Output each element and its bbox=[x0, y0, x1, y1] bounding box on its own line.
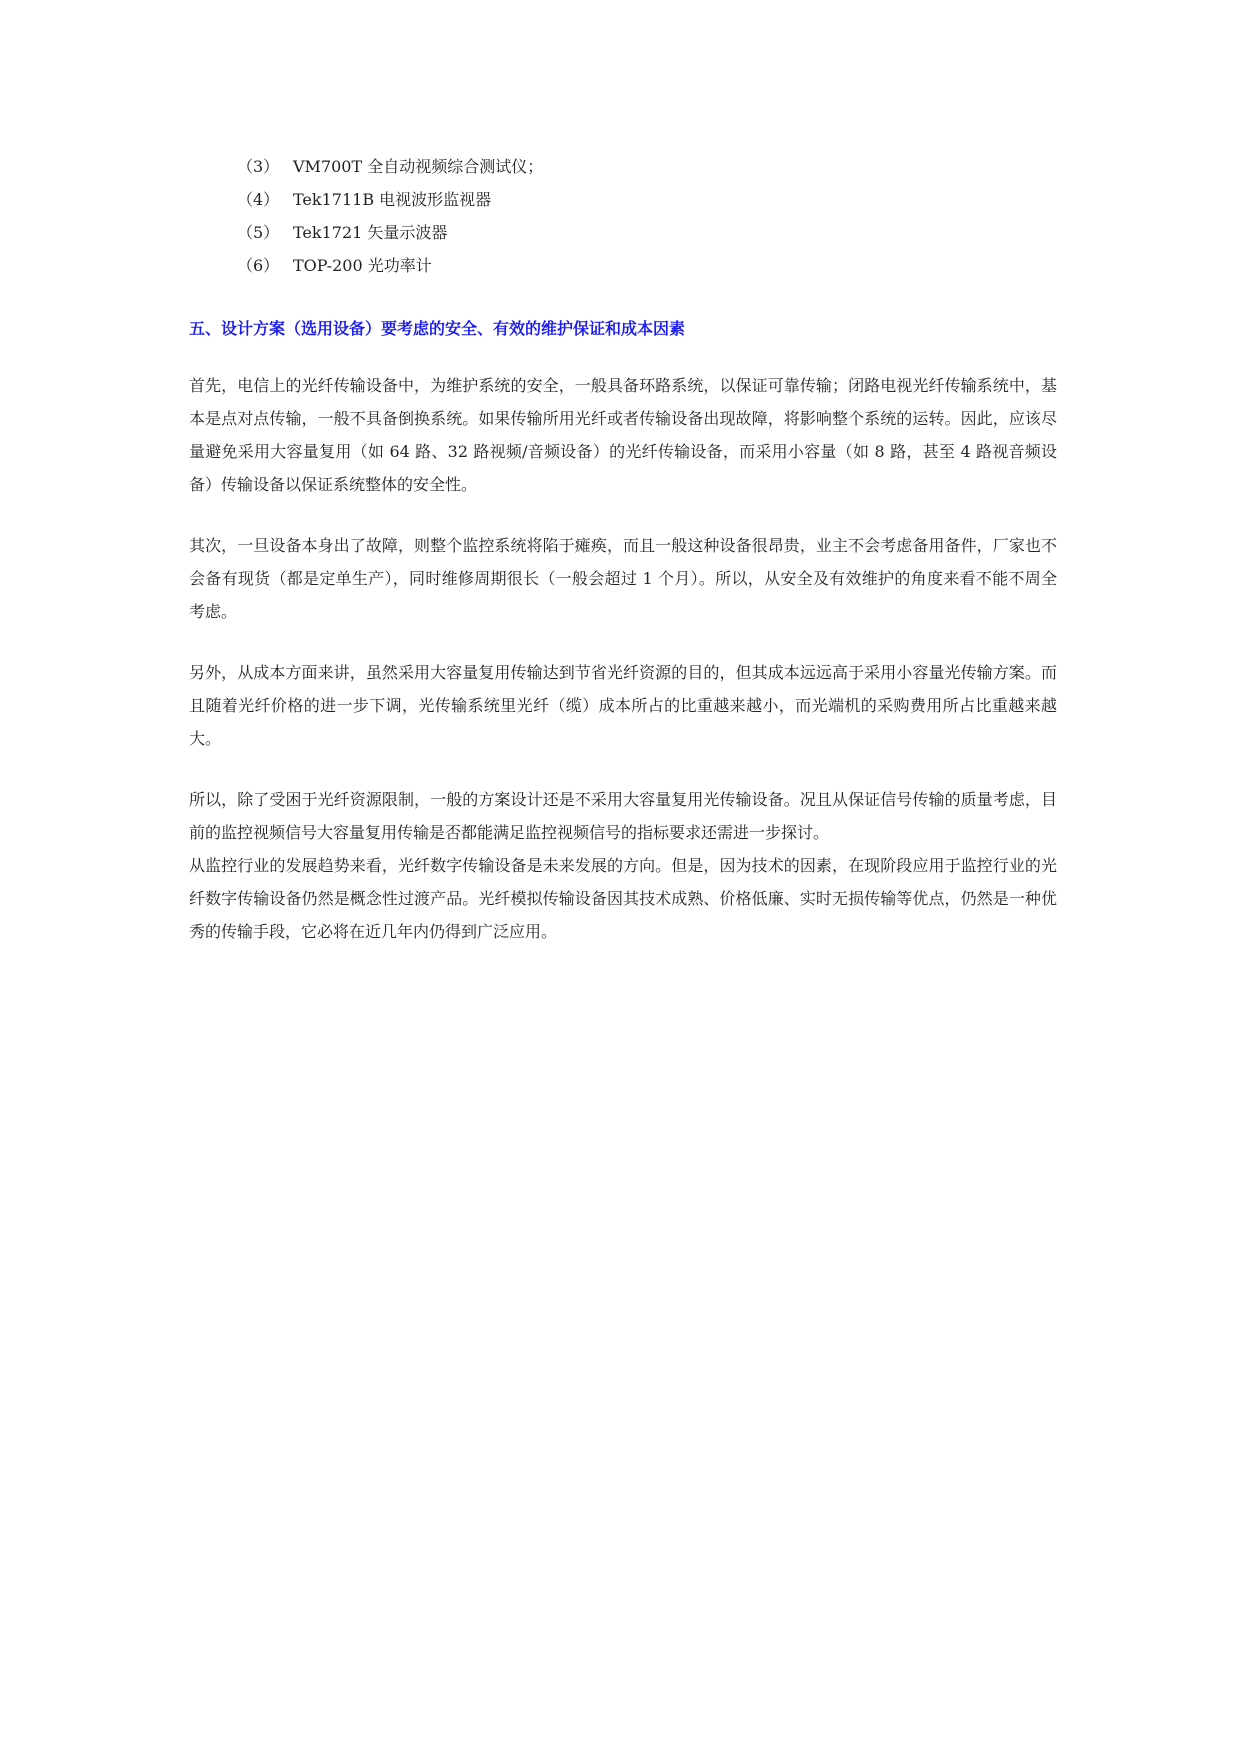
document-body bbox=[189, 150, 1057, 948]
paragraph-safety: 首先，电信上的光纤传输设备中，为维护系统的安全，一般具备环路系统，以保证可靠传输；闭路电视光纤传输系统中，基本是点对点传输，一般不具备倒换系统。如果传输所用光纤或者传输设备出现故障，将影响整个系统的运转。因此，应该尽量避免采用大容量复用（如 64 路、32 路视频/音频设备）的光纤传输设备，而采用小容量（如 8 路，甚至 4 路视音频设备）传输设备以保证系统整体的安全性。 bbox=[189, 376, 1057, 494]
list-item bbox=[237, 249, 1057, 282]
list-item-number: （5） bbox=[237, 223, 280, 242]
list-item bbox=[237, 216, 1057, 249]
list-item-text: Tek1711B 电视波形监视器 bbox=[293, 190, 492, 209]
paragraph-trend: 从监控行业的发展趋势来看，光纤数字传输设备是未来发展的方向。但是，因为技术的因素，在现阶段应用于监控行业的光纤数字传输设备仍然是概念性过渡产品。光纤模拟传输设备因其技术成熟、价格低廉、实时无损传输等优点，仍然是一种优秀的传输手段，它必将在近几年内仍得到广泛应用。 bbox=[189, 856, 1057, 941]
section-heading: 五、设计方案（选用设备）要考虑的安全、有效的维护保证和成本因素 bbox=[189, 319, 686, 338]
list-item-number: （4） bbox=[237, 190, 280, 209]
paragraph-conclusion: 所以，除了受困于光纤资源限制，一般的方案设计还是不采用大容量复用光传输设备。况且从保证信号传输的质量考虑，目前的监控视频信号大容量复用传输是否都能满足监控视频信号的指标要求还需进一步探讨。 bbox=[189, 790, 1057, 842]
list-item bbox=[237, 183, 1057, 216]
list-item-text: TOP-200 光功率计 bbox=[293, 256, 432, 275]
paragraph-cost: 另外，从成本方面来讲，虽然采用大容量复用传输达到节省光纤资源的目的，但其成本远远高于采用小容量光传输方案。而且随着光纤价格的进一步下调，光传输系统里光纤（缆）成本所占的比重越来越小，而光端机的采购费用所占比重越来越大。 bbox=[189, 663, 1057, 748]
list-item-number: （3） bbox=[237, 157, 280, 176]
list-item bbox=[237, 150, 1057, 183]
equipment-list bbox=[189, 150, 1057, 282]
list-item-number: （6） bbox=[237, 256, 280, 275]
list-item-text: VM700T 全自动视频综合测试仪； bbox=[293, 157, 544, 176]
paragraph-maintenance: 其次，一旦设备本身出了故障，则整个监控系统将陷于瘫痪，而且一般这种设备很昂贵，业主不会考虑备用备件，厂家也不会备有现货（都是定单生产），同时维修周期很长（一般会超过 1 个月）。所以，从安全及有效维护的角度来看不能不周全考虑。 bbox=[189, 536, 1057, 621]
list-item-text: Tek1721 矢量示波器 bbox=[293, 223, 448, 242]
